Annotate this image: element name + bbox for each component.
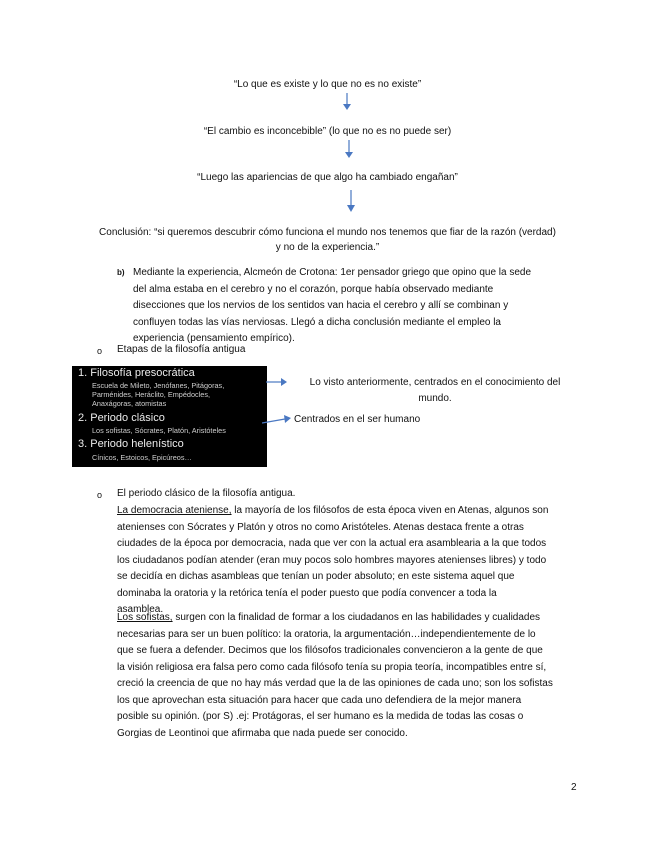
text-line: experiencia (pensamiento empírico).: [133, 333, 295, 344]
conclusion-line-2: y no de la experiencia.”: [275, 242, 380, 253]
paragraph-sofistas: [117, 610, 587, 742]
text-line: los ciudadanos podían atender (eran muy pocos solo hombres mayores atenienses libres) y todo: [117, 554, 547, 566]
text-line: creció la creencia de que no hay más verdad que la de las opiniones de cada uno; son los sofistas: [117, 678, 553, 689]
note-classic: Centrados en el ser humano: [294, 414, 421, 425]
text-line: surgen con la finalidad de formar a los ciudadanos en las habilidades y cualidades: [172, 612, 541, 623]
section-title-etapas: Etapas de la filosofía antigua: [117, 344, 246, 355]
note-line: Lo visto anteriormente, centrados en el conocimiento del: [309, 377, 561, 388]
stage-heading: 1. Filosofía presocrática: [78, 367, 195, 379]
item-b-text: [133, 265, 593, 348]
text-line: la visión religiosa era falsa pero como cada filósofo tenía su propia teoría, incompatibles entre sí,: [117, 661, 547, 673]
text-line: asamblea.: [117, 604, 164, 615]
arrow-right-icon: [266, 377, 288, 387]
text-line: ciudades de la época por democracia, nada que ver con la actual era asamblearia a la que todos: [117, 538, 547, 549]
stage-heading: 2. Periodo clásico: [78, 412, 165, 424]
note-presocratic: [290, 375, 580, 407]
section-title-clasico: El periodo clásico de la filosofía antigua.: [117, 488, 296, 499]
text-line: confluyen todas las vías nerviosas. Llegó a dicha conclusión mediante el empleo la: [133, 316, 501, 328]
quote-1: “Lo que es existe y lo que no es no existe”: [233, 79, 422, 90]
list-marker: b): [117, 268, 125, 277]
stage-detail: Los sofistas, Sócrates, Platón, Aristóteles: [92, 426, 226, 435]
list-bullet: o: [97, 346, 103, 356]
stage-detail: Parménides, Heráclito, Empédocles,: [92, 390, 211, 399]
text-line: necesarias para ser un buen político: la oratoria, la argumentación…independientemente de lo: [117, 628, 536, 640]
text-line: del alma estaba en el cerebro y no el corazón, porque había observado mediante: [133, 283, 494, 295]
text-line: los que aprovechan esta situación para hacer que cada uno defendiera de la mejor manera: [117, 694, 522, 706]
text-line: atenienses con Sócrates y Platón y otros no como Aristóteles. Atenas destaca frente a otras: [117, 521, 524, 533]
quote-3: “Luego las apariencias de que algo ha cambiado engañan”: [197, 172, 458, 183]
list-bullet: o: [97, 490, 103, 500]
paragraph-democracia: [117, 503, 587, 619]
paragraph-label: La democracia ateniense,: [117, 505, 232, 516]
arrow-right-icon: [262, 414, 292, 426]
text-line: se decidía en dichas asambleas que tenían un poder absoluto; en este sistema aquel que: [117, 571, 515, 582]
stage-detail: Escuela de Mileto, Jenófanes, Pitágoras,: [92, 381, 225, 390]
paragraph-label: Los sofistas,: [117, 612, 173, 623]
text-line: disecciones que los nervios de los sentidos van hacia el cerebro y allí se combinan y: [133, 300, 509, 311]
page-number: 2: [571, 782, 577, 793]
text-line: la mayoría de los filósofos de esta época viven en Atenas, algunos son: [231, 505, 549, 516]
text-line: Mediante la experiencia, Alcmeón de Crotona: 1er pensador griego que opino que la sede: [133, 267, 532, 278]
text-line: dominaba la oratoria y la retórica tenía el poder puesto que podía convencer a toda la: [117, 587, 497, 599]
text-line: que se fuera a defender. Decimos que los filósofos tradicionales convencieron a la gente de que: [117, 645, 543, 656]
text-line: posible su opinión. (por S) .ej: Protágoras, el ser humano es la medida de todas las cosas o: [117, 711, 524, 722]
stages-image: [72, 366, 267, 467]
arrow-down-icon: [343, 140, 355, 159]
arrow-down-icon: [341, 93, 353, 111]
arrow-down-icon: [345, 190, 357, 213]
note-line: mundo.: [418, 393, 452, 404]
stage-detail: Cínicos, Estoicos, Epicúreos…: [92, 453, 192, 462]
conclusion-line-1: Conclusión: “si queremos descubrir cómo funciona el mundo nos tenemos que fiar de la razón (verdad): [99, 227, 556, 238]
stage-detail: Anaxágoras, atomistas: [92, 399, 167, 408]
text-line: Gorgias de Leontinoi que afirmaba que nada puede ser conocido.: [117, 727, 408, 739]
stage-heading: 3. Periodo helenístico: [78, 438, 184, 450]
quote-2: “El cambio es inconcebible” (lo que no es no puede ser): [203, 126, 452, 137]
